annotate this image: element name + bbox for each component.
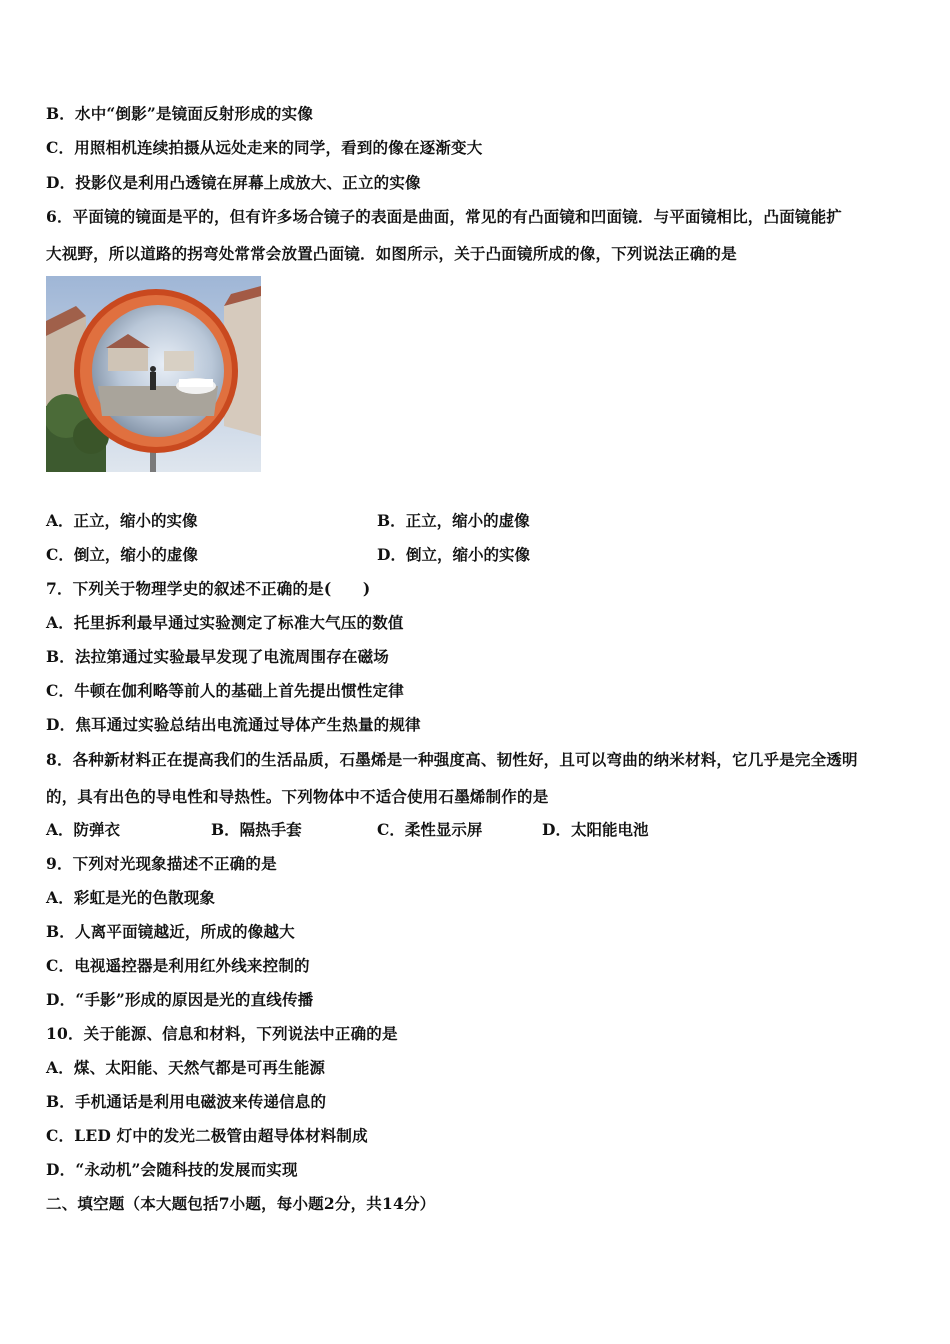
q6-option-d: D．倒立，缩小的实像 (377, 545, 530, 564)
q8-option-c: C．柔性显示屏 (377, 820, 483, 839)
q6-option-c: C．倒立，缩小的虚像 (46, 545, 198, 564)
q10-stem: 10．关于能源、信息和材料，下列说法中正确的是 (46, 1024, 398, 1043)
q10-option-c: C．LED 灯中的发光二极管由超导体材料制成 (46, 1126, 368, 1145)
q8-option-d: D．太阳能电池 (542, 820, 649, 839)
q6-option-a: A．正立，缩小的实像 (46, 511, 198, 530)
q5-option-b: B．水中“倒影”是镜面反射形成的实像 (46, 104, 314, 123)
q10-option-d: D．“永动机”会随科技的发展而实现 (46, 1160, 298, 1179)
q7-option-a: A．托里拆利最早通过实验测定了标准大气压的数值 (46, 613, 404, 632)
q9-option-a: A．彩虹是光的色散现象 (46, 888, 216, 907)
q9-option-b: B．人离平面镜越近，所成的像越大 (46, 922, 295, 941)
q7-option-b: B．法拉第通过实验最早发现了电流周围存在磁场 (46, 647, 390, 666)
q5-option-d: D．投影仪是利用凸透镜在屏幕上成放大、正立的实像 (46, 173, 421, 192)
q8-stem-line1: 8．各种新材料正在提高我们的生活品质，石墨烯是一种强度高、韧性好，且可以弯曲的纳米材料，它几乎是完全透明 (46, 750, 858, 769)
q9-option-c: C．电视遥控器是利用红外线来控制的 (46, 956, 310, 975)
q8-option-b: B．隔热手套 (211, 820, 302, 839)
q7-stem: 7．下列关于物理学史的叙述不正确的是( ) (46, 579, 371, 598)
q8-stem-line2: 的，具有出色的导电性和导热性。下列物体中不适合使用石墨烯制作的是 (46, 787, 549, 806)
convex-mirror-photo (46, 276, 261, 472)
section2-title: 二、填空题（本大题包括7小题，每小题2分，共14分） (46, 1194, 436, 1213)
q10-option-a: A．煤、太阳能、天然气都是可再生能源 (46, 1058, 326, 1077)
q9-stem: 9．下列对光现象描述不正确的是 (46, 854, 277, 873)
q6-stem-line1: 6．平面镜的镜面是平的，但有许多场合镜子的表面是曲面，常见的有凸面镜和凹面镜．与平面镜相比，凸面镜能扩 (46, 207, 842, 226)
q7-option-d: D．焦耳通过实验总结出电流通过导体产生热量的规律 (46, 715, 421, 734)
q9-option-d: D．“手影”形成的原因是光的直线传播 (46, 990, 314, 1009)
q6-stem-line2: 大视野，所以道路的拐弯处常常会放置凸面镜．如图所示，关于凸面镜所成的像，下列说法正确的是 (46, 244, 737, 263)
q6-option-b: B．正立，缩小的虚像 (377, 511, 530, 530)
q5-option-c: C．用照相机连续拍摄从远处走来的同学，看到的像在逐渐变大 (46, 138, 483, 157)
q10-option-b: B．手机通话是利用电磁波来传递信息的 (46, 1092, 327, 1111)
q8-option-a: A．防弹衣 (46, 820, 121, 839)
q7-option-c: C．牛顿在伽利略等前人的基础上首先提出惯性定律 (46, 681, 404, 700)
